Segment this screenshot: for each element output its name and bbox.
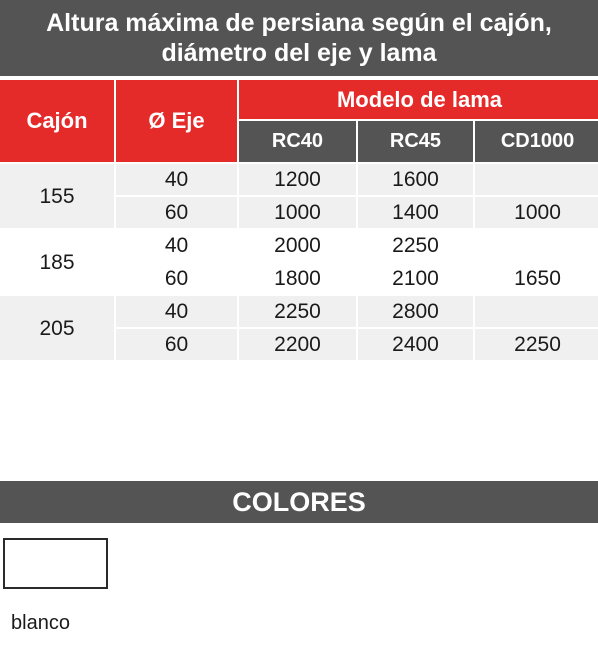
table-title-line-1: Altura máxima de persiana según el cajón, bbox=[46, 9, 552, 37]
rc40-cell: 2200 bbox=[239, 329, 356, 360]
eje-cell: 60 bbox=[116, 263, 237, 294]
rc40-cell: 2000 bbox=[239, 230, 356, 261]
height-spec-table bbox=[0, 78, 598, 362]
rc45-cell: 2250 bbox=[358, 230, 473, 261]
cajon-cell: 205 bbox=[0, 296, 114, 360]
cd1000-cell bbox=[475, 296, 598, 327]
rc45-cell: 2100 bbox=[358, 263, 473, 294]
colors-heading: COLORES bbox=[0, 481, 598, 523]
rc45-cell: 1400 bbox=[358, 197, 473, 228]
cd1000-cell: 1650 bbox=[475, 263, 598, 294]
cd1000-cell: 1000 bbox=[475, 197, 598, 228]
table-row bbox=[0, 230, 598, 261]
header-rc45: RC45 bbox=[358, 121, 473, 162]
eje-cell: 40 bbox=[116, 230, 237, 261]
rc45-cell: 2800 bbox=[358, 296, 473, 327]
header-modelo-lama: Modelo de lama bbox=[239, 80, 598, 119]
color-swatch-blanco bbox=[3, 538, 108, 589]
rc40-cell: 1200 bbox=[239, 164, 356, 195]
table-title-line-2: diámetro del eje y lama bbox=[161, 39, 437, 67]
header-cajon: Cajón bbox=[0, 80, 114, 162]
rc45-cell: 1600 bbox=[358, 164, 473, 195]
table-row bbox=[0, 296, 598, 327]
rc40-cell: 1000 bbox=[239, 197, 356, 228]
eje-cell: 60 bbox=[116, 197, 237, 228]
cd1000-cell: 2250 bbox=[475, 329, 598, 360]
eje-cell: 60 bbox=[116, 329, 237, 360]
table-title bbox=[0, 0, 598, 76]
header-rc40: RC40 bbox=[239, 121, 356, 162]
table-row bbox=[0, 164, 598, 195]
cajon-cell: 185 bbox=[0, 230, 114, 294]
header-eje: Ø Eje bbox=[116, 80, 237, 162]
cd1000-cell bbox=[475, 230, 598, 261]
eje-cell: 40 bbox=[116, 296, 237, 327]
rc40-cell: 2250 bbox=[239, 296, 356, 327]
rc40-cell: 1800 bbox=[239, 263, 356, 294]
header-cd1000: CD1000 bbox=[475, 121, 598, 162]
rc45-cell: 2400 bbox=[358, 329, 473, 360]
eje-cell: 40 bbox=[116, 164, 237, 195]
color-swatch-label: blanco bbox=[11, 612, 70, 634]
cajon-cell: 155 bbox=[0, 164, 114, 228]
cd1000-cell bbox=[475, 164, 598, 195]
